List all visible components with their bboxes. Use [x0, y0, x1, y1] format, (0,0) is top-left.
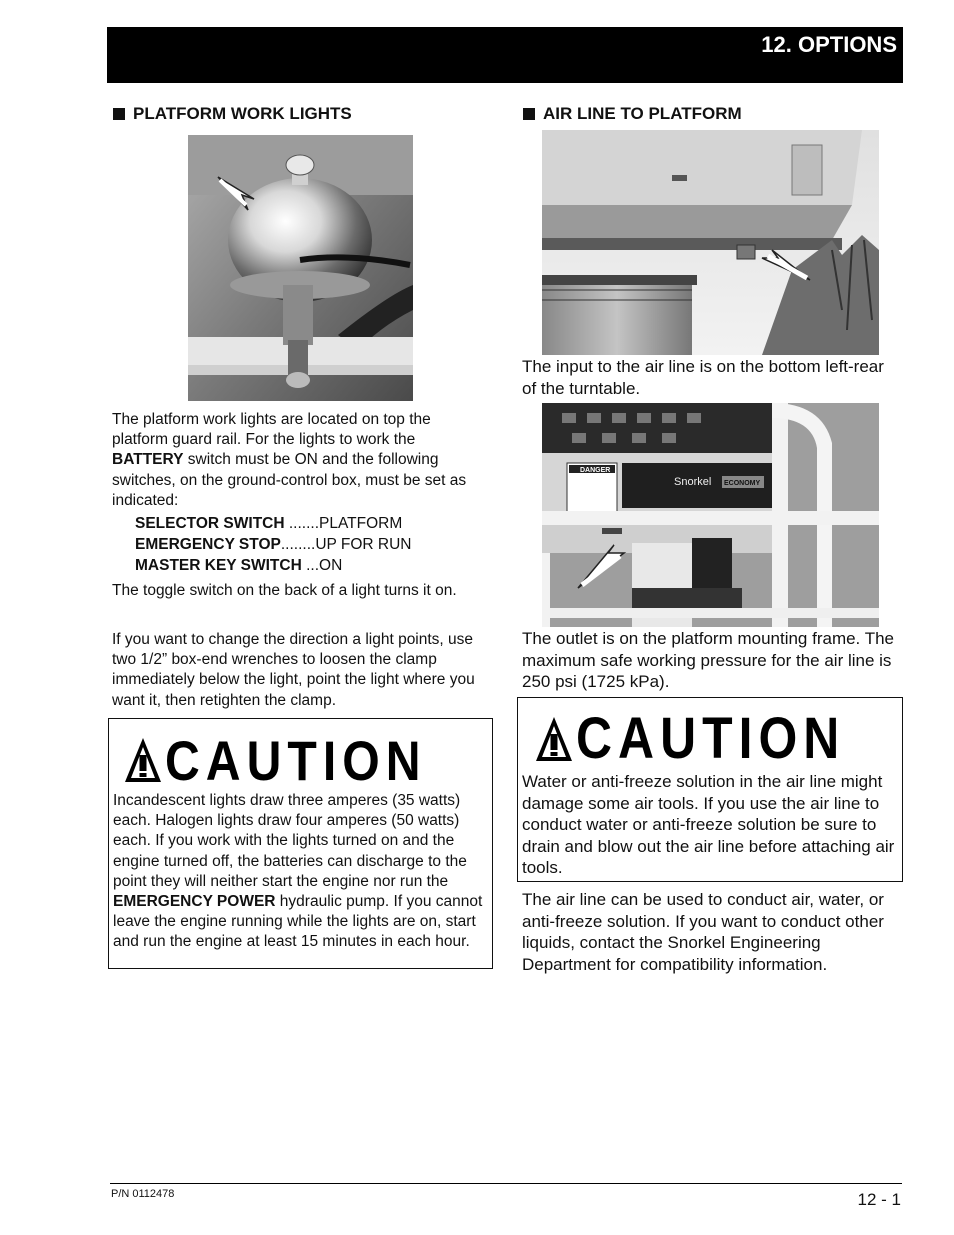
switch-setting-row: EMERGENCY STOP........UP FOR RUN — [135, 536, 412, 553]
square-bullet-icon — [113, 108, 125, 120]
section-heading-work-lights — [113, 104, 352, 124]
toggle-switch-text: The toggle switch on the back of a light turns it on. — [112, 582, 457, 599]
header-bar — [107, 27, 903, 83]
switch-setting-row: SELECTOR SWITCH .......PLATFORM — [135, 515, 403, 532]
air-line-conduct-text: The air line can be used to conduct air, water, or anti-freeze solution. If you want to conduct other liquids, contact the Snorkel Engineering Department for compatibility information. — [522, 890, 884, 974]
photo-turntable — [542, 130, 879, 355]
air-line-outlet-text: The outlet is on the platform mounting frame. The maximum safe working pressure for the air line is 250 psi (1725 kPa). — [522, 629, 894, 692]
photo-platform-frame — [542, 403, 879, 627]
caution-header — [518, 698, 902, 771]
caution-word: CAUTION — [576, 706, 846, 771]
work-lights-intro: The platform work lights are located on top the platform guard rail. For the lights to work the BATTERY switch must be ON and the following switches, on the ground-control box, must be set as indicated: — [112, 411, 467, 509]
part-number: P/N 0112478 — [111, 1188, 175, 1200]
emergency-power-name: EMERGENCY POWER — [113, 893, 276, 911]
page-title: 12. OPTIONS — [761, 32, 897, 57]
economy-badge: ECONOMY — [724, 480, 761, 487]
photo-work-light — [188, 135, 413, 401]
page-number: 12 - 1 — [857, 1190, 901, 1209]
section-heading-text: AIR LINE TO PLATFORM — [543, 104, 742, 123]
light-direction-text: If you want to change the direction a light points, use two 1/2” box-end wrenches to loosen the clamp immediately below the light, point the light where you want it, then retighten the clamp. — [112, 631, 475, 709]
switch-setting-row: MASTER KEY SWITCH ...ON — [135, 557, 343, 574]
danger-label: DANGER — [580, 467, 611, 474]
footer-rule — [110, 1183, 902, 1184]
caution-box-air-line — [517, 697, 903, 882]
battery-switch-name: BATTERY — [112, 451, 184, 469]
caution-text-lights: Incandescent lights draw three amperes (35 watts) each. Halogen lights draw four amperes (50 watts) each. If you work with the lights turned on and the engine turned off, the batteries can discharge to the point they will neither start the engine nor run the EMERGENCY POWER hydraulic pump. If you cannot leave the engine running while the lights are on, start and run the engine at least 15 minutes in each hour. — [113, 792, 483, 951]
square-bullet-icon — [523, 108, 535, 120]
section-heading-air-line — [523, 104, 742, 124]
warning-triangle-icon — [123, 735, 163, 785]
caution-word: CAUTION — [165, 728, 427, 792]
air-line-input-text: The input to the air line is on the bottom left-rear of the turntable. — [522, 357, 884, 398]
snorkel-logo: Snorkel — [674, 476, 712, 488]
caution-header — [109, 719, 492, 791]
caution-box-lights — [108, 718, 493, 969]
caution-text-air-line: Water or anti-freeze solution in the air line might damage some air tools. If you use the air line to conduct water or anti-freeze solution be sure to drain and blow out the air line before attaching air tools. — [522, 772, 895, 878]
warning-triangle-icon — [534, 714, 574, 764]
section-heading-text: PLATFORM WORK LIGHTS — [133, 104, 352, 123]
